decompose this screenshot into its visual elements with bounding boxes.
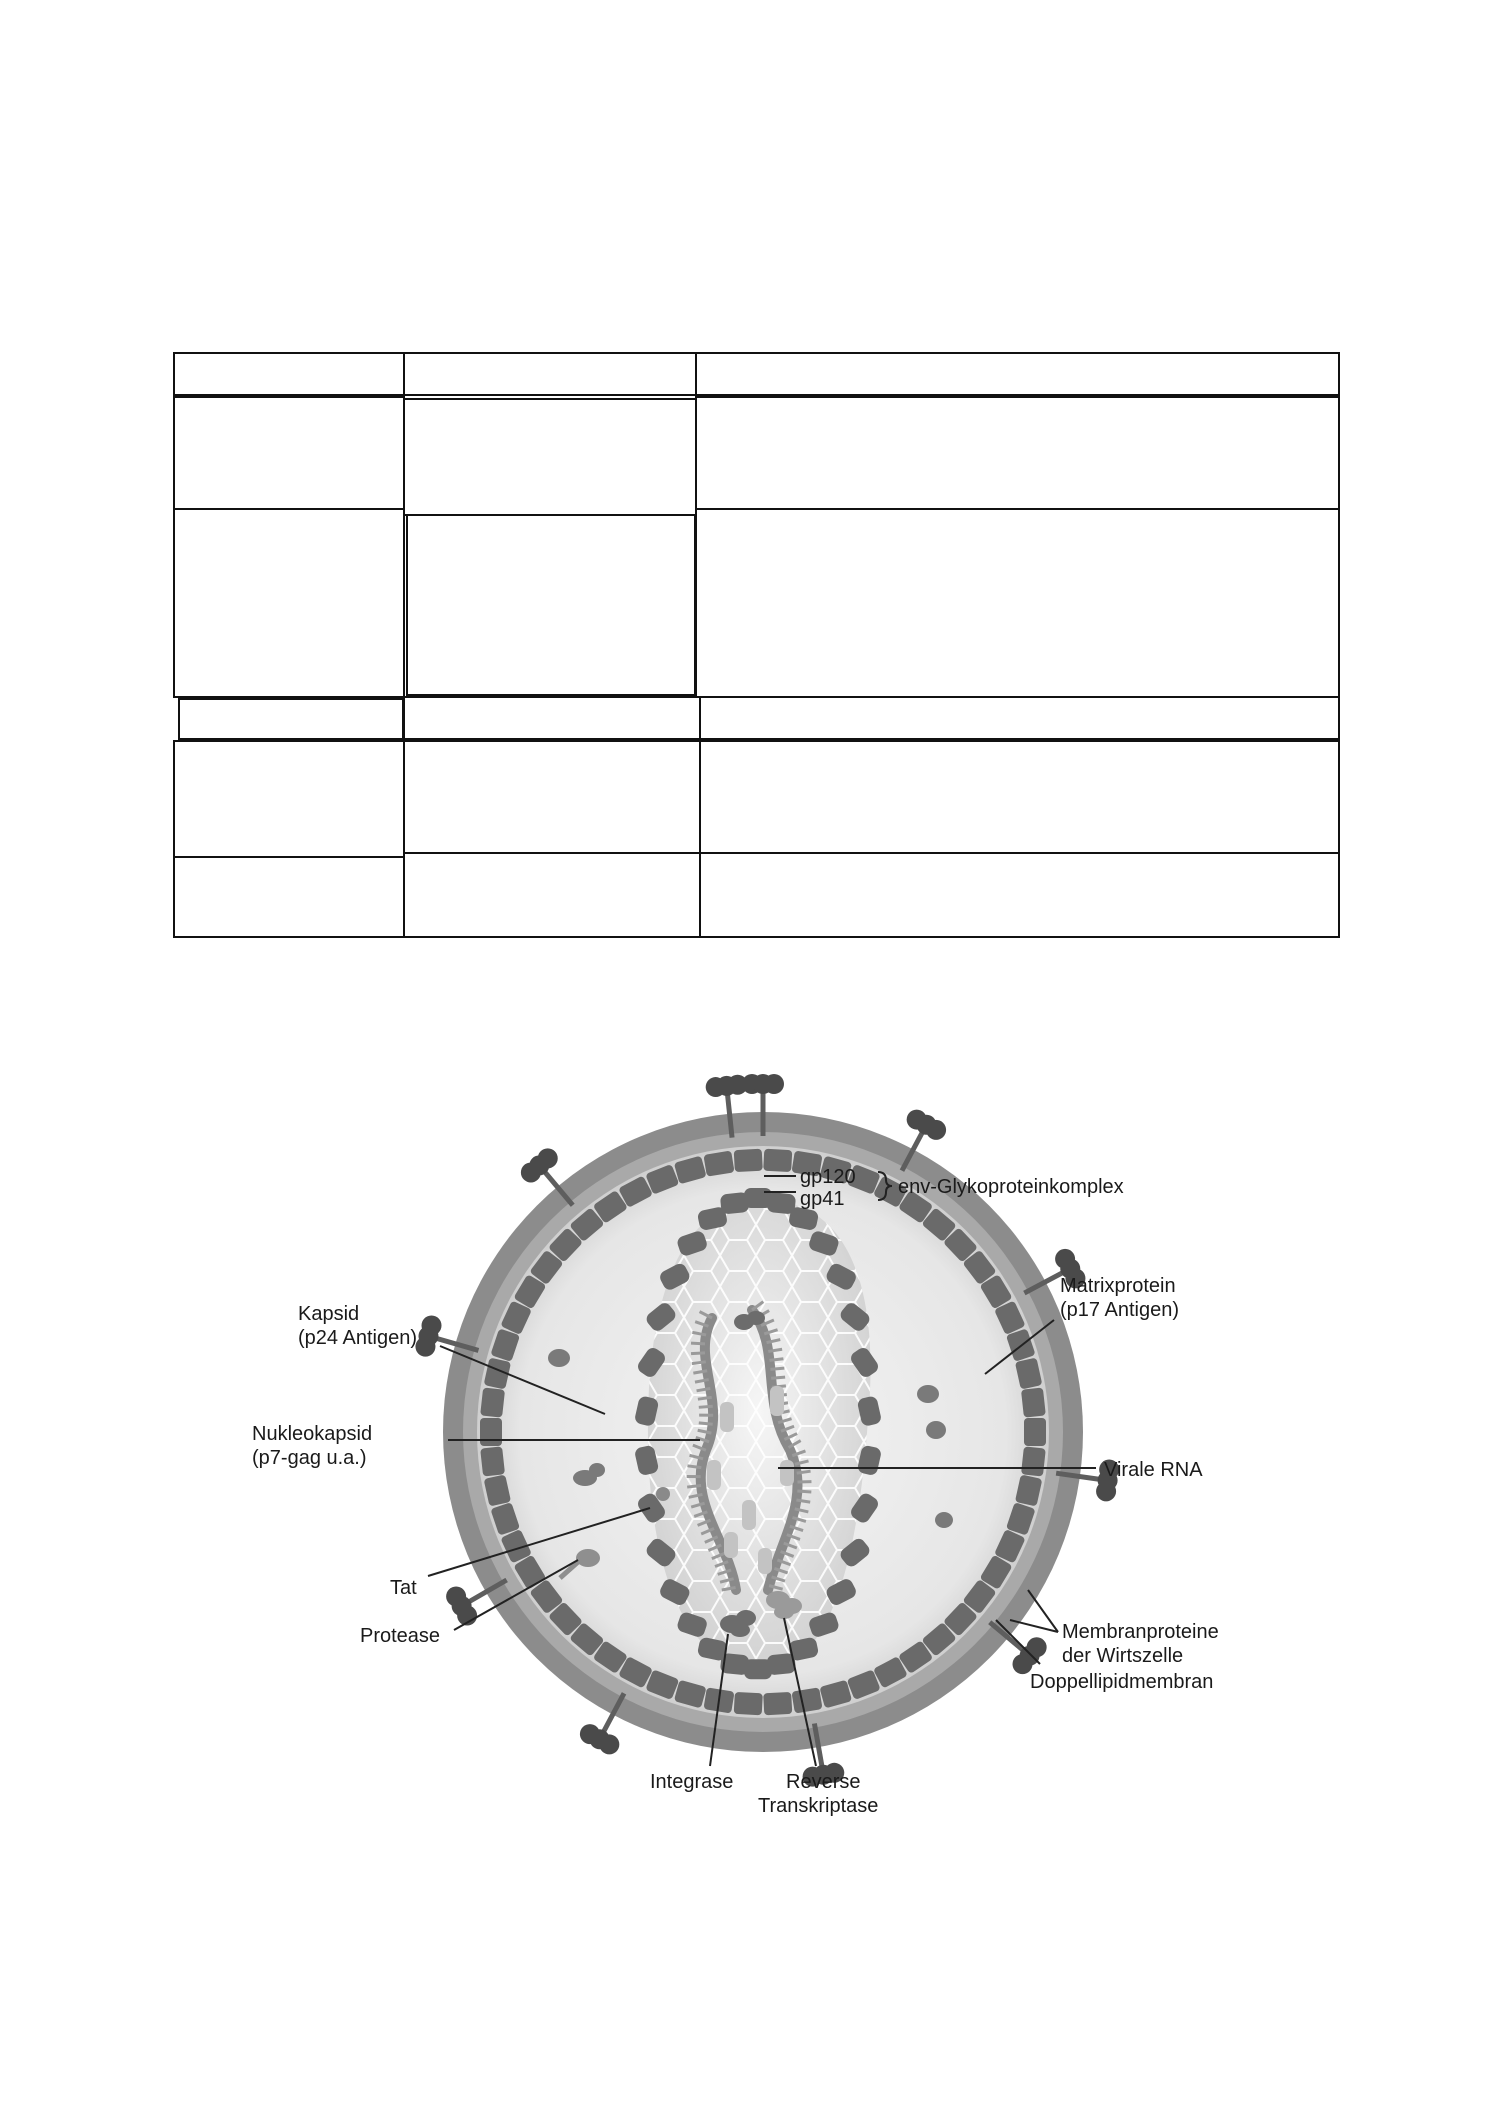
matrix-protein-block xyxy=(1021,1387,1046,1417)
label-reverse-line1: Reverse xyxy=(786,1771,861,1793)
matrix-protein-block xyxy=(734,1692,763,1715)
label-env-complex: env-Glykoproteinkomplex xyxy=(898,1176,1124,1198)
label-kapsid-line2: (p24 Antigen) xyxy=(298,1327,417,1349)
label-tat: Tat xyxy=(390,1577,417,1599)
matrix-protein-block xyxy=(791,1687,822,1713)
label-virale-rna: Virale RNA xyxy=(1104,1459,1203,1481)
matrix-protein-block xyxy=(734,1149,763,1172)
matrix-protein-block xyxy=(1024,1418,1046,1446)
label-matrix-line2: (p17 Antigen) xyxy=(1060,1299,1179,1321)
label-protease: Protease xyxy=(360,1625,441,1647)
capsid-block xyxy=(720,1192,750,1215)
label-nukleokapsid-line2: (p7-gag u.a.) xyxy=(252,1447,367,1469)
label-doppellipidmembran: Doppellipidmembran xyxy=(1030,1671,1214,1693)
matrix-protein-block xyxy=(1021,1446,1046,1476)
matrix-protein-block xyxy=(703,1150,734,1176)
matrix-protein-block xyxy=(480,1446,505,1476)
matrix-protein-block xyxy=(763,1692,792,1715)
label-gp120: gp120 xyxy=(800,1166,856,1188)
label-membranproteine-line1: Membranproteine xyxy=(1062,1621,1219,1643)
label-kapsid-line1: Kapsid xyxy=(298,1303,360,1325)
matrix-protein-block xyxy=(480,1418,502,1446)
matrix-protein-block xyxy=(763,1149,792,1172)
matrix-protein-block xyxy=(480,1387,505,1417)
label-nukleokapsid-line1: Nukleokapsid xyxy=(252,1423,373,1445)
label-gp41: gp41 xyxy=(800,1188,845,1210)
label-matrix-line1: Matrixprotein xyxy=(1060,1275,1176,1297)
label-reverse-line2: Transkriptase xyxy=(758,1795,879,1817)
label-integrase: Integrase xyxy=(650,1771,734,1793)
tat-molecule xyxy=(656,1487,670,1501)
label-membranproteine-line2: der Wirtszelle xyxy=(1062,1645,1184,1667)
